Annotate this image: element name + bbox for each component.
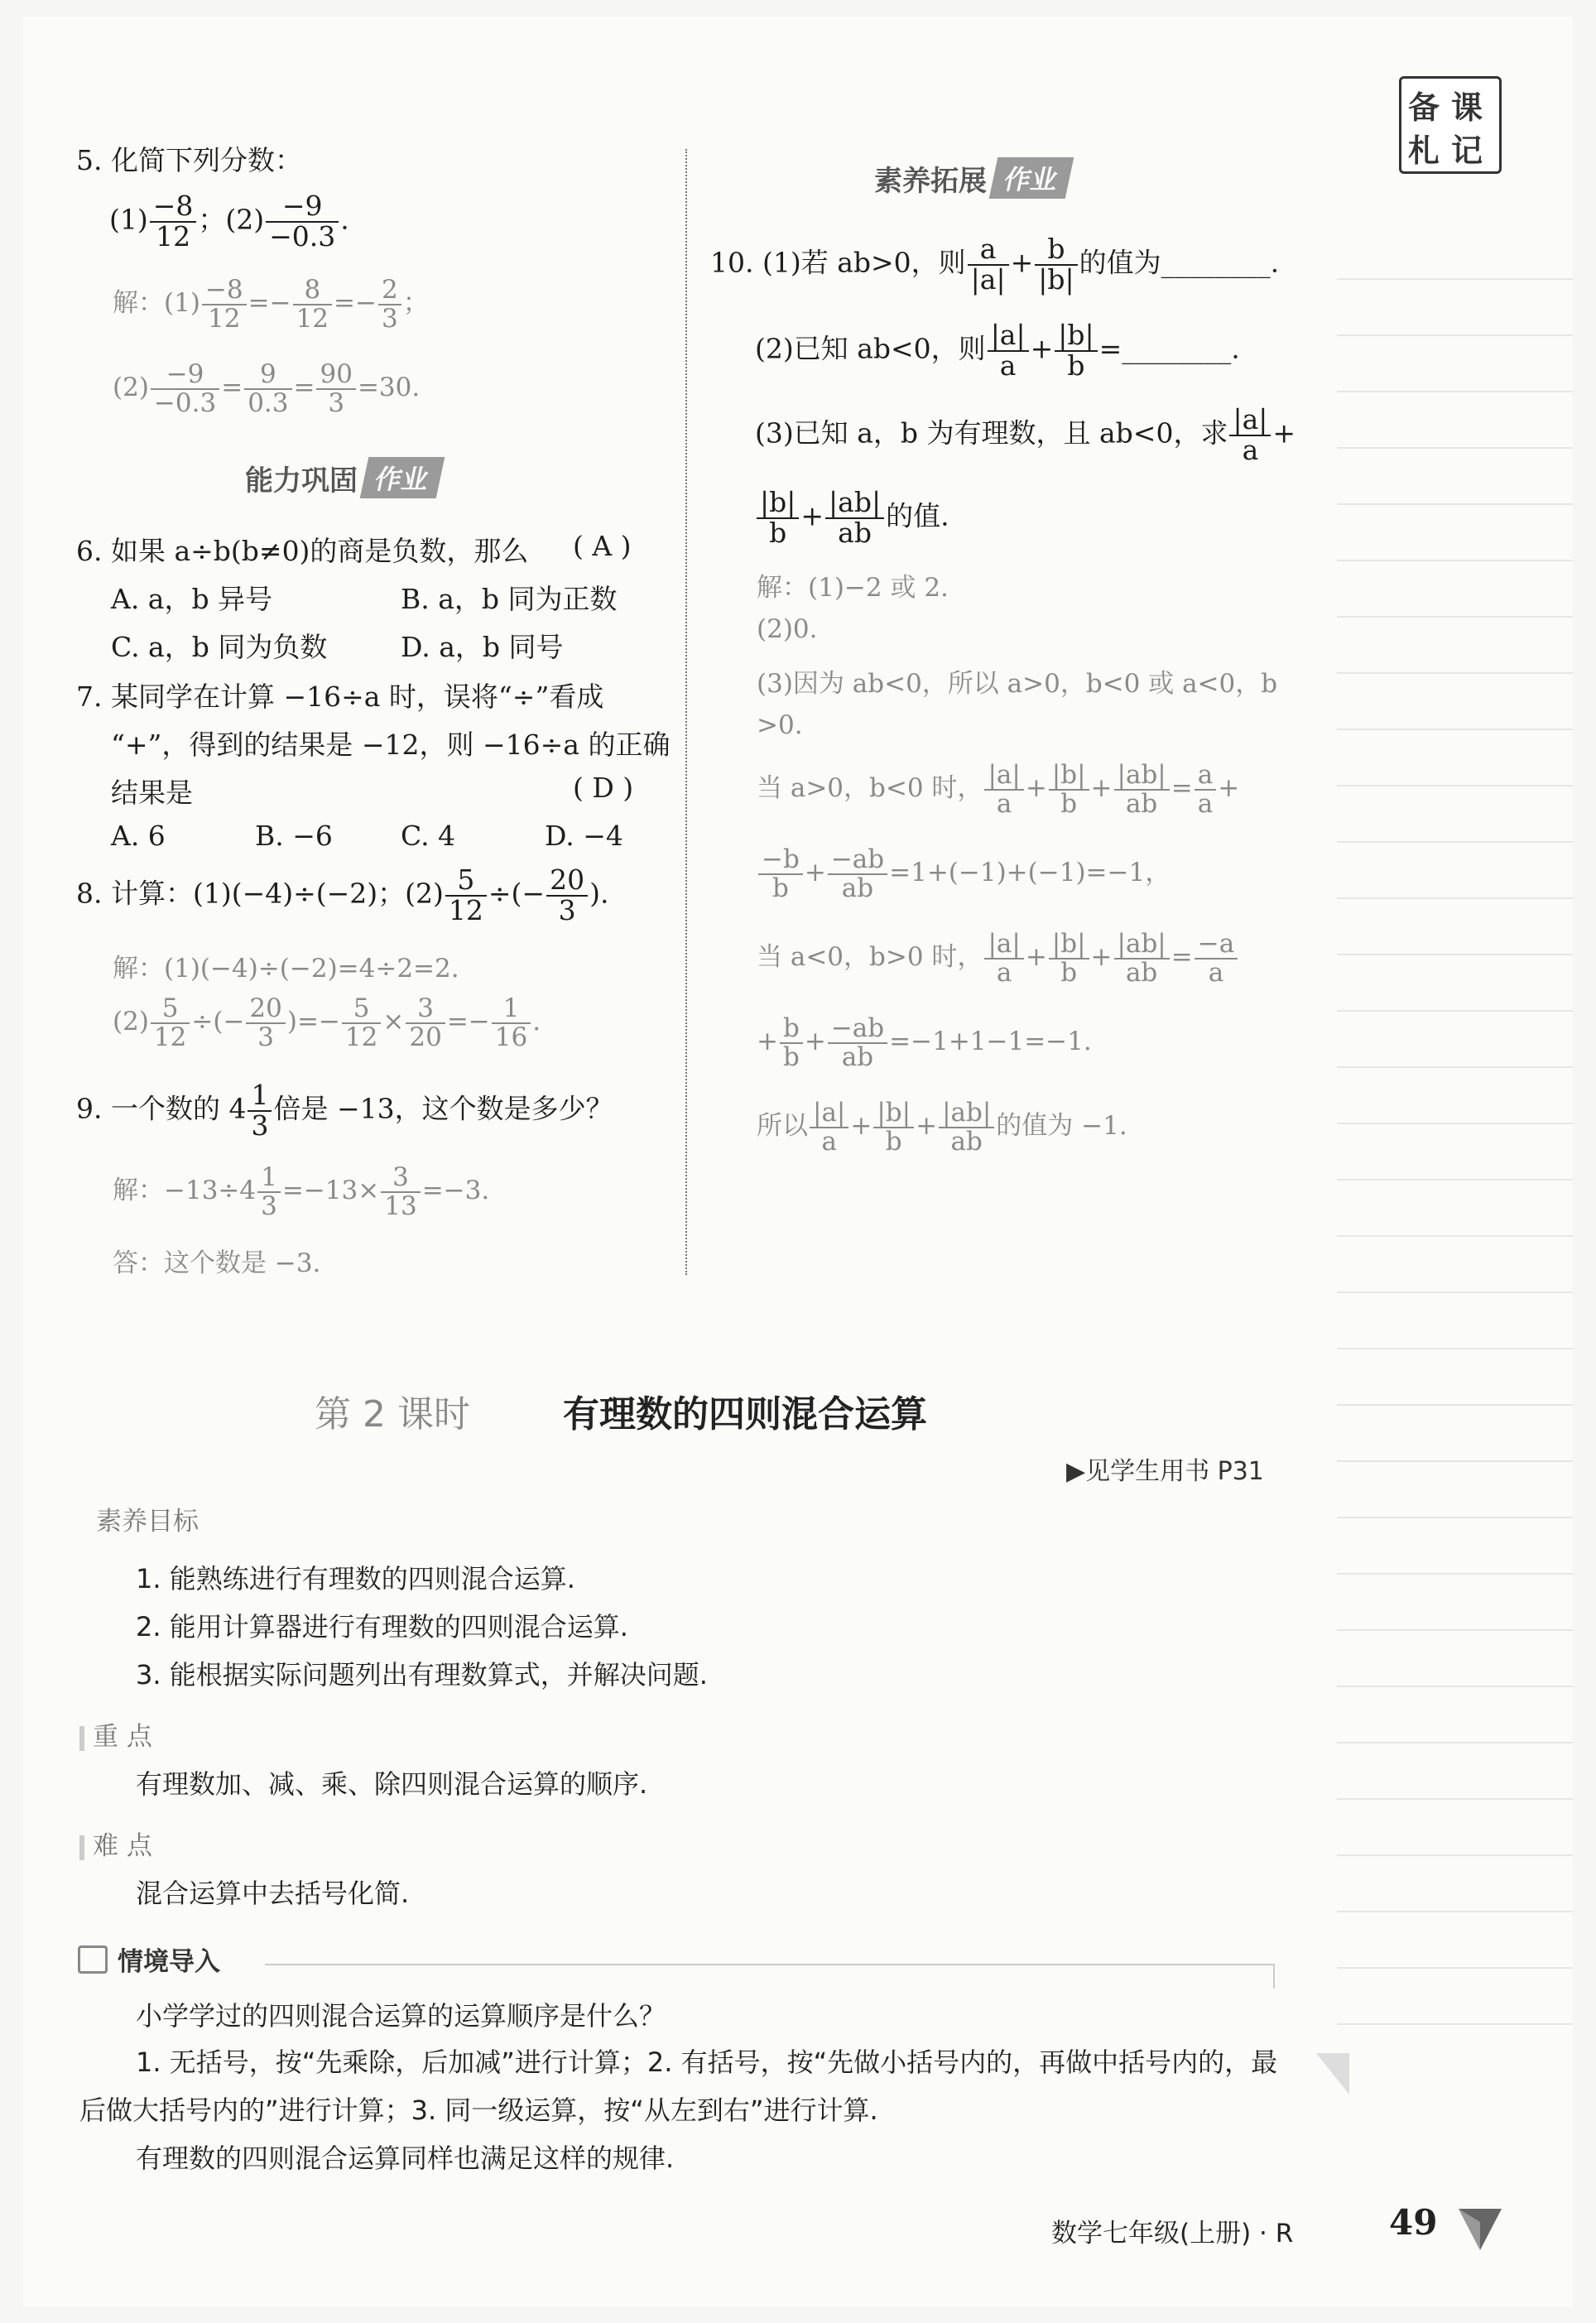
heading-mark	[79, 1726, 84, 1751]
q7-line3: 结果是	[111, 777, 193, 809]
section-extension: 素养拓展 作业	[874, 157, 1070, 199]
q9-final-answer: 答：这个数是 −3.	[113, 1248, 321, 1278]
intro-heading: 情境导入	[78, 1941, 220, 1978]
q6-option-c: C. a，b 同为负数	[111, 631, 328, 663]
logo-char: 札	[1408, 132, 1440, 169]
heading-mark	[79, 1835, 84, 1860]
logo-beike-zhaji	[1399, 76, 1502, 174]
chat-icon	[78, 1945, 108, 1974]
q10-part3-line1: (3)已知 a，b 为有理数，且 ab<0，求 $\frac{|a|}{a}$ +	[755, 403, 1296, 466]
q10-solution-1: 解：(1)−2 或 2.	[757, 573, 949, 603]
q10-solution-3b: >0.	[757, 710, 803, 740]
lesson-title: 有理数的四则混合运算	[563, 1393, 927, 1436]
book-title: 数学七年级(上册) · R	[1051, 2219, 1294, 2248]
key-point-heading: 重 点	[79, 1715, 152, 1753]
intro-divider-end	[1273, 1964, 1275, 1989]
intro-question: 小学学过的四则混合运算的运算顺序是什么？	[136, 2000, 666, 2032]
intro-conclusion: 有理数的四则混合运算同样也满足这样的规律.	[136, 2143, 675, 2174]
q5-answer-2: (2) $\frac{-9}{-0.3}$ = $\frac{9}{0.3}$ = $\frac{90}{3}$ =30.	[113, 359, 421, 418]
q7-option-a: A. 6	[111, 820, 166, 852]
q5-answer-1: 解：(1) $\frac{-8}{12}$ =− $\frac{8}{12}$ =− $\frac{2}{3}$ ；	[113, 275, 429, 334]
logo-char: 课	[1451, 89, 1483, 126]
q8-stem: 8. 计算：(1)(−4)÷(−2)；(2) $\frac{5}{12}$ ÷(− $\frac{20}{3}$ ).	[76, 863, 609, 926]
goals-heading: 素养目标	[96, 1507, 199, 1537]
q10-case1-line2: $\frac{-b}{b}$ + $\frac{-ab}{ab}$ =1+(−1)+(−1)=−1，	[757, 846, 1171, 902]
q5-expression: (1) $\frac{-8}{12}$ ；(2) $\frac{-9}{-0.3}$ .	[109, 190, 349, 252]
intro-divider	[265, 1964, 1275, 1965]
page-number: 49	[1389, 2202, 1438, 2243]
q7-option-b: B. −6	[255, 820, 333, 852]
page-arrow-icon	[1455, 2204, 1505, 2257]
section-ability: 能力巩固 作业	[245, 457, 440, 498]
q9-stem: 9. 一个数的 4 $\frac{1}{3}$ 倍是 −13，这个数是多少？	[76, 1079, 613, 1142]
q6-answer: ( A )	[573, 530, 632, 562]
q6-stem: 6. 如果 a÷b(b≠0)的商是负数，那么	[76, 535, 529, 567]
q10-part2: (2)已知 ab<0，则 $\frac{|a|}{a}$ + $\frac{|b|}{b}$ =________.	[755, 319, 1240, 382]
q7-line1: 7. 某同学在计算 −16÷a 时，误将“÷”看成	[76, 681, 604, 713]
lesson-number: 第 2 课时	[315, 1393, 470, 1436]
q10-solution-2: (2)0.	[757, 614, 818, 644]
q10-part3-line2: $\frac{|b|}{b}$ + $\frac{|ab|}{ab}$ 的值.	[755, 488, 949, 547]
key-point-text: 有理数加、减、乘、除四则混合运算的顺序.	[136, 1768, 648, 1800]
q8-answer-1: 解：(1)(−4)÷(−2)=4÷2=2.	[113, 954, 459, 984]
column-divider	[685, 149, 687, 1275]
q8-answer-2: (2) $\frac{5}{12}$ ÷(− $\frac{20}{3}$ )=− $\frac{5}{12}$ × $\frac{3}{20}$ =− $\frac{1}{16}$ .	[113, 993, 541, 1052]
q5-title: 5. 化简下列分数：	[76, 144, 302, 176]
q10-conclusion: 所以 $\frac{|a|}{a}$ + $\frac{|b|}{b}$ + $\frac{|ab|}{ab}$ 的值为 −1.	[757, 1098, 1127, 1157]
logo-char: 记	[1451, 132, 1483, 169]
q10-part1: 10. (1)若 ab>0，则 $\frac{a}{|a|}$ + $\frac{b}{|b|}$ 的值为________.	[710, 233, 1280, 296]
q7-option-d: D. −4	[545, 820, 623, 852]
goal-item: 2. 能用计算器进行有理数的四则混合运算.	[136, 1611, 628, 1642]
difficulty-heading: 难 点	[79, 1825, 152, 1862]
goal-item: 3. 能根据实际问题列出有理数算式，并解决问题.	[136, 1659, 708, 1691]
q6-option-a: A. a，b 异号	[111, 583, 273, 615]
q7-answer: ( D )	[573, 772, 634, 804]
goal-item: 1. 能熟练进行有理数的四则混合运算.	[136, 1563, 575, 1594]
difficulty-text: 混合运算中去括号化简.	[136, 1878, 410, 1909]
student-book-ref: ▶见学生用书 P31	[1066, 1457, 1264, 1486]
note-lines	[1337, 224, 1573, 2045]
q10-case1-line1: 当 a>0，b<0 时， $\frac{|a|}{a}$ + $\frac{|b|}{b}$ + $\frac{|ab|}{ab}$ = $\frac{a}{a}$ +	[757, 760, 1240, 819]
q9-answer: 解：−13÷4 $\frac{1}{3}$ =−13× $\frac{3}{13}$ =−3.	[113, 1162, 490, 1221]
q6-option-b: B. a，b 同为正数	[401, 583, 618, 615]
q6-option-d: D. a，b 同号	[401, 631, 564, 663]
q7-line2: “+”，得到的结果是 −12，则 −16÷a 的正确	[111, 729, 671, 761]
intro-answer-line1: 1. 无括号，按“先乘除，后加减”进行计算；2. 有括号，按“先做小括号内的，再做中括号内的，最	[136, 2046, 1278, 2078]
intro-answer-line2: 后做大括号内的”进行计算；3. 同一级运算，按“从左到右”进行计算.	[79, 2095, 878, 2126]
q7-option-c: C. 4	[401, 820, 456, 852]
corner-decoration	[1316, 2053, 1349, 2095]
logo-char: 备	[1408, 89, 1440, 126]
q10-solution-3a: (3)因为 ab<0，所以 a>0，b<0 或 a<0，b	[757, 669, 1278, 699]
q10-case2-line2: + $\frac{b}{b}$ + $\frac{-ab}{ab}$ =−1+1−1=−1.	[757, 1013, 1092, 1072]
q10-case2-line1: 当 a<0，b>0 时， $\frac{|a|}{a}$ + $\frac{|b|}{b}$ + $\frac{|ab|}{ab}$ = $\frac{-a}{a}$	[757, 931, 1239, 986]
